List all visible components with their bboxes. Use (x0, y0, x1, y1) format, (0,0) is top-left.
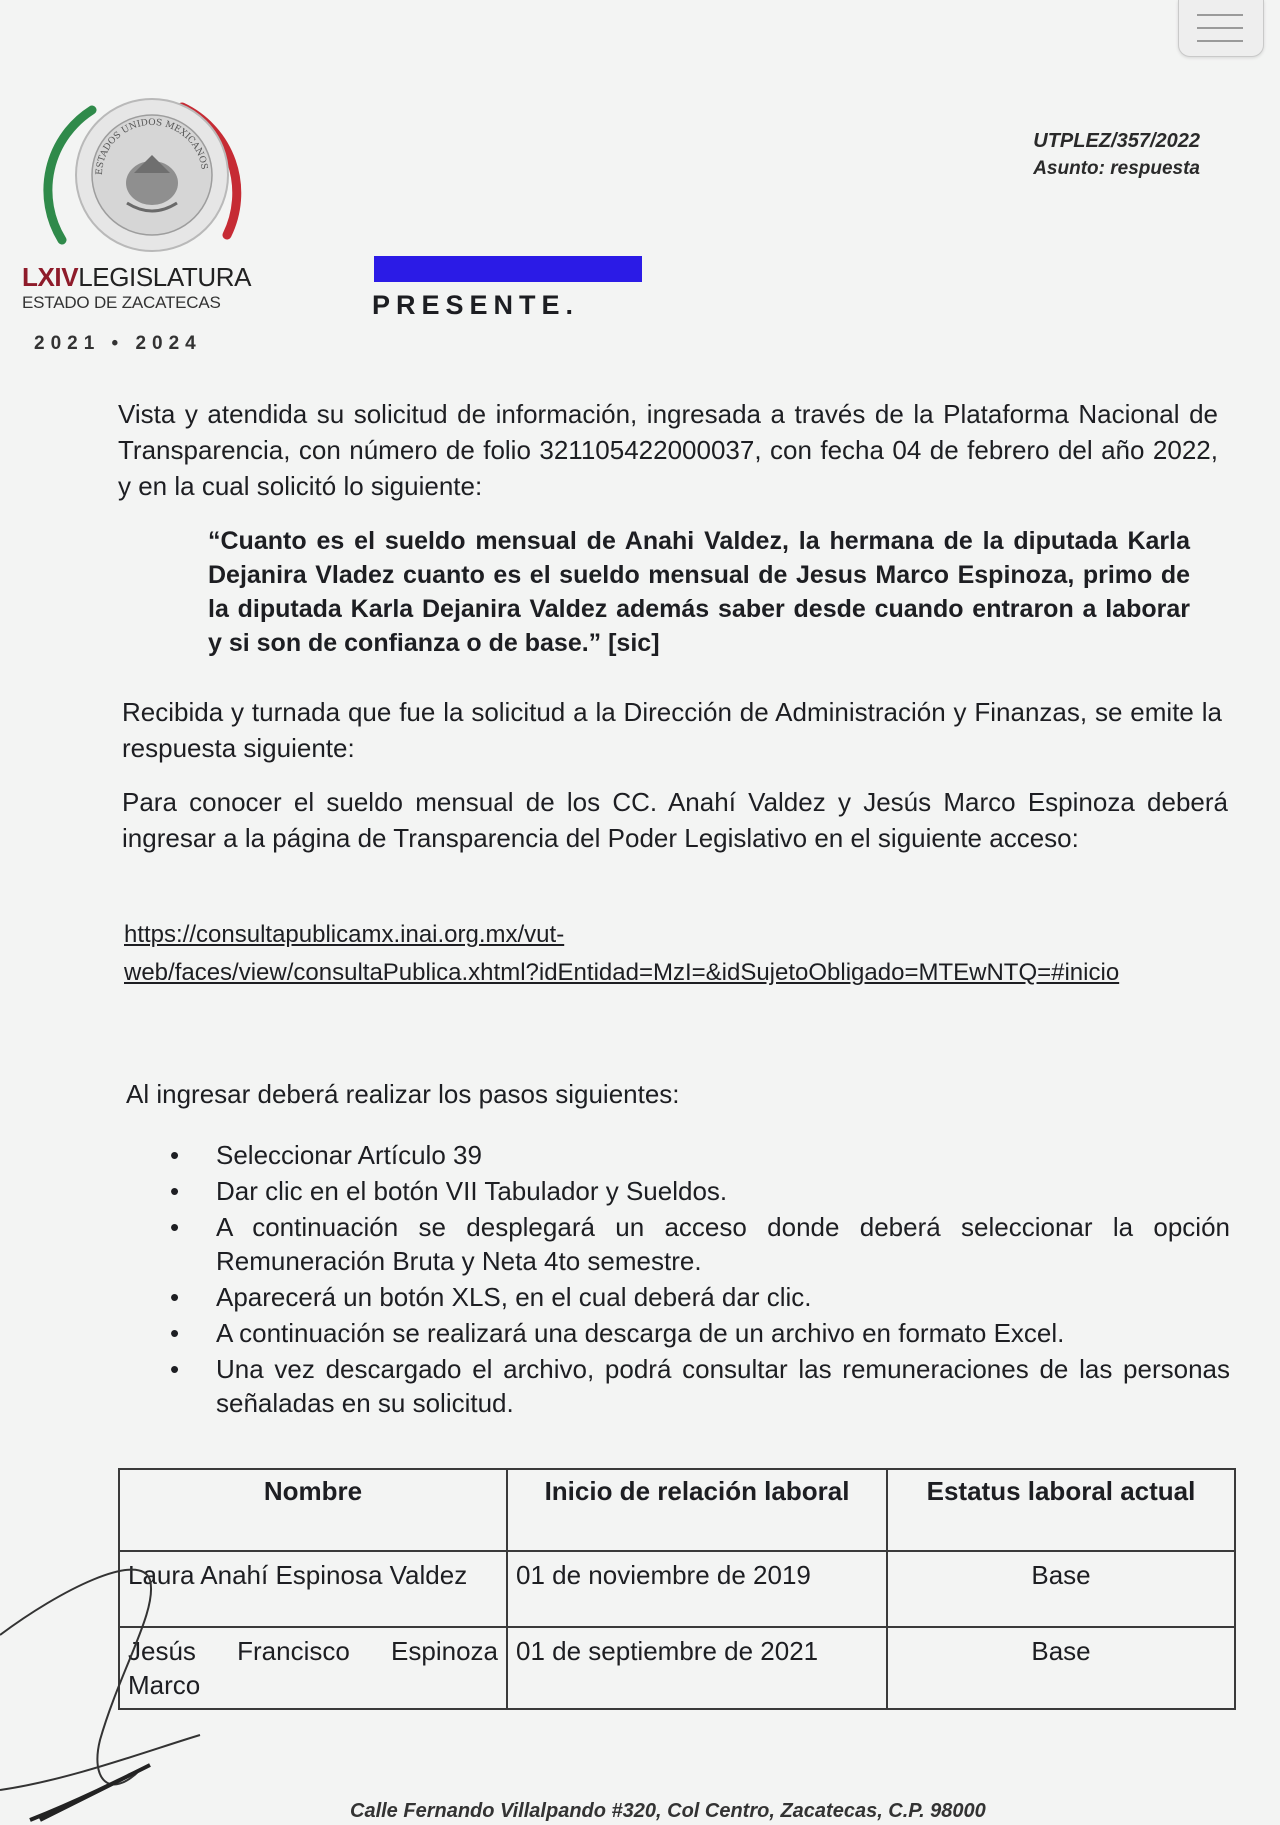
intro-paragraph: Vista y atendida su solicitud de información, ingresada a través de la Plataforma Nacional de Transparencia, con número de folio 321105422000037, con fecha 04 de febrero del año 2022, y en la cual solicitó lo siguiente: (118, 399, 1218, 501)
steps-intro: Al ingresar deberá realizar los pasos siguientes: (126, 1079, 680, 1109)
list-item: • Dar clic en el botón VII Tabulador y Sueldos. (170, 1174, 1230, 1208)
reference-block (1033, 127, 1200, 183)
footer-address: Calle Fernando Villalpando #320, Col Centro, Zacatecas, C.P. 98000 (350, 1800, 986, 1822)
table-cell-start: 01 de septiembre de 2021 (507, 1627, 887, 1709)
legislature-years: 2021 • 2024 (34, 333, 202, 354)
redacted-recipient-name (374, 256, 642, 282)
table-cell-name: Laura Anahí Espinosa Valdez (119, 1551, 507, 1627)
table-cell-status: Base (887, 1551, 1235, 1627)
reference-number: UTPLEZ/357/2022 (1033, 130, 1200, 152)
column-header: Inicio de relación laboral (507, 1469, 887, 1551)
column-header: Estatus laboral actual (887, 1469, 1235, 1551)
turned-paragraph: Recibida y turnada que fue la solicitud a la Dirección de Administración y Finanzas, se emite la respuesta siguiente: (122, 697, 1222, 763)
list-item: • Una vez descargado el archivo, podrá consultar las remuneraciones de las personas señaladas en su solicitud. (170, 1352, 1230, 1420)
list-item: • Seleccionar Artículo 39 (170, 1138, 1230, 1172)
list-item: • A continuación se realizará una descarga de un archivo en formato Excel. (170, 1316, 1230, 1350)
state-name: ESTADO DE ZACATECAS (22, 293, 221, 312)
legislature-name: LXIVLEGISLATURA (22, 262, 252, 292)
column-header: Nombre (119, 1469, 507, 1551)
link-line-1[interactable]: https://consultapublicamx.inai.org.mx/vut- (124, 921, 565, 948)
table-cell-start: 01 de noviembre de 2019 (507, 1551, 887, 1627)
hamburger-menu-icon (1197, 14, 1243, 16)
link-line-2[interactable]: web/faces/view/consultaPublica.xhtml?idEntidad=MzI=&idSujetoObligado=MTEwNTQ=#inicio (124, 959, 1120, 986)
request-quote: “Cuanto es el sueldo mensual de Anahi Valdez, la hermana de la diputada Karla Dejanira Vladez cuanto es el sueldo mensual de Jesus Marco Espinoza, primo de la diputada Karla Dejanira Valdez además saber desde cuando entraron a laborar y si son de confianza o de base.” [sic] (208, 527, 1190, 657)
seal-text: ESTADOS UNIDOS MEXICANOS (94, 117, 209, 176)
presente-label: PRESENTE. (372, 290, 580, 320)
table-cell-name: Jesús Francisco Espinoza Marco (119, 1627, 507, 1709)
reference-subject: Asunto: respuesta (1033, 158, 1200, 179)
table-cell-status: Base (887, 1627, 1235, 1709)
steps-list (170, 1138, 1230, 1422)
list-item: • A continuación se desplegará un acceso donde deberá seleccionar la opción Remuneración Bruta y Neta 4to semestre. (170, 1210, 1230, 1278)
list-item: • Aparecerá un botón XLS, en el cual deberá dar clic. (170, 1280, 1230, 1314)
transparency-link[interactable] (124, 916, 1119, 992)
mexican-coat-of-arms-seal-icon (22, 85, 242, 365)
instructions-paragraph: Para conocer el sueldo mensual de los CC. Anahí Valdez y Jesús Marco Espinoza deberá ingresar a la página de Transparencia del Poder Legislativo en el siguiente acceso: (122, 787, 1228, 853)
hamburger-menu-button[interactable] (1178, 0, 1264, 57)
handwritten-signature (0, 1520, 300, 1825)
